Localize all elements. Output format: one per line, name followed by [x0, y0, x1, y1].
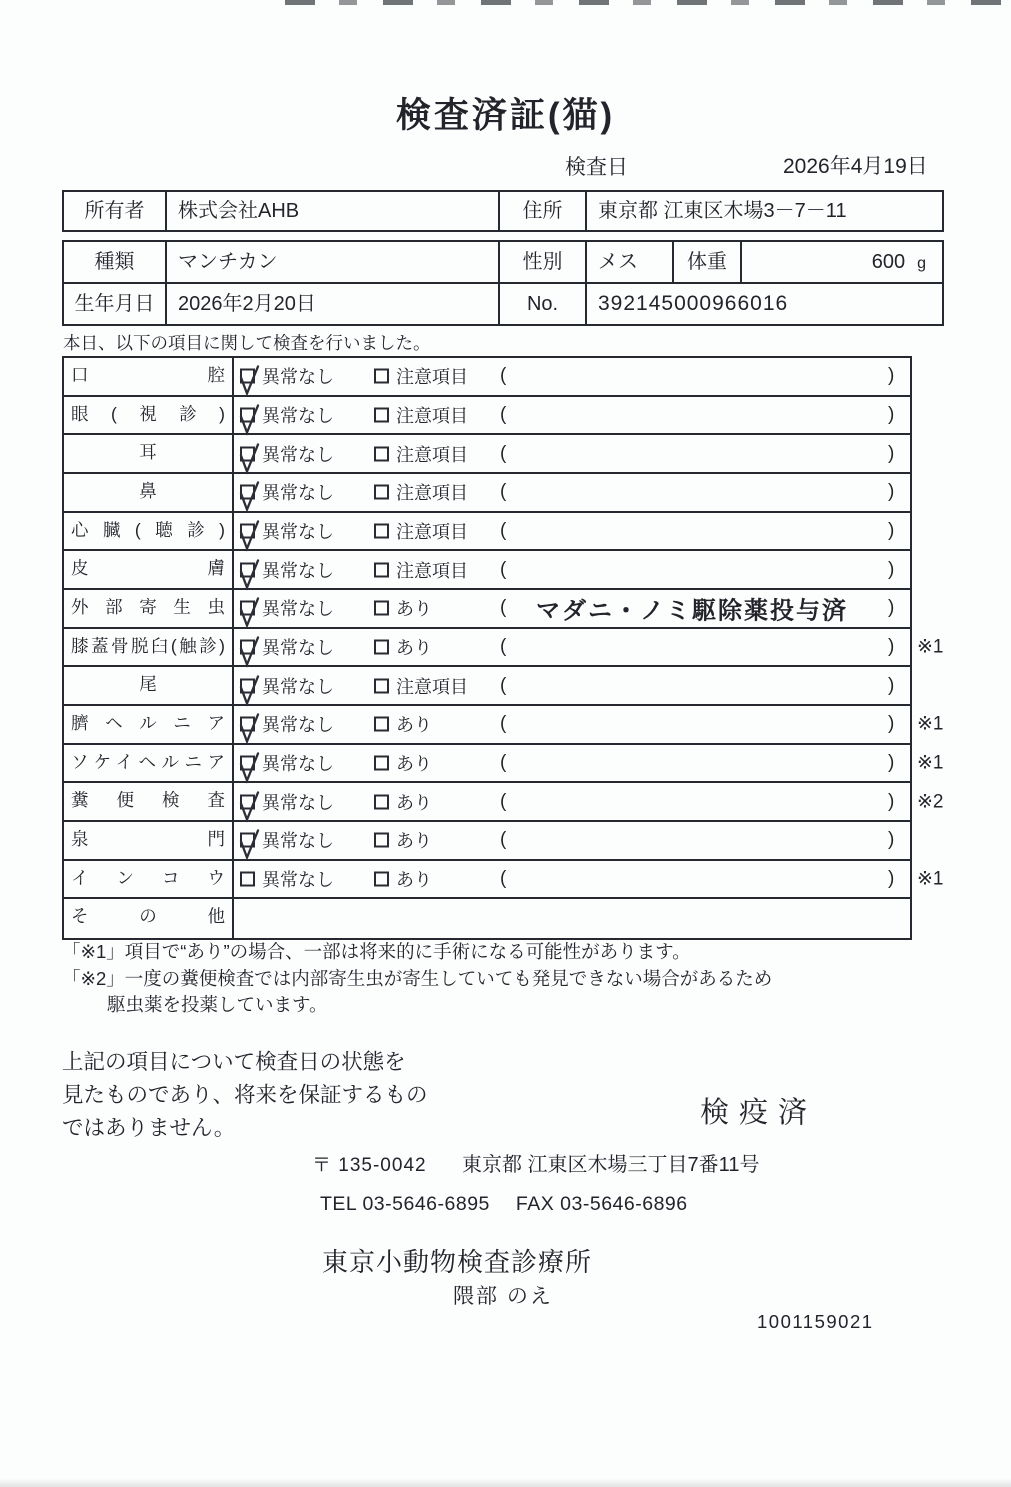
weight-value	[742, 242, 942, 282]
option-no-abnormality-label: 異常なし	[262, 367, 334, 388]
exam-row-content	[234, 706, 910, 743]
checkbox-finding	[374, 833, 389, 848]
checkbox-no-abnormality	[240, 446, 255, 461]
exam-item-label: その他	[64, 899, 234, 938]
disclaimer-line-2: 見たものであり、将来を保証するもの	[62, 1083, 428, 1107]
option-no-abnormality-label: 異常なし	[262, 792, 334, 813]
checkbox-finding	[374, 407, 389, 422]
remark-paren-open: (	[500, 442, 507, 464]
remark-paren-close: )	[888, 790, 895, 812]
exam-item-label: 鼻	[64, 474, 234, 511]
exam-row	[64, 551, 910, 590]
remark-paren-open: (	[500, 674, 507, 696]
weight-unit: g	[917, 255, 926, 272]
remark-paren-open: (	[500, 481, 507, 503]
exam-row	[64, 435, 910, 474]
no-value: 392145000966016	[587, 282, 942, 324]
exam-item-label: 心臓(聴診)	[64, 513, 234, 550]
option-no-abnormality-label: 異常なし	[262, 483, 334, 504]
sex-value: メス	[587, 242, 674, 282]
checkbox-no-abnormality	[240, 485, 255, 500]
disclaimer-text	[62, 1046, 428, 1145]
checkbox-finding	[374, 446, 389, 461]
clinic-name: 東京小動物検査診療所	[322, 1247, 593, 1277]
remark-paren-open: (	[500, 519, 507, 541]
option-no-abnormality-label: 異常なし	[262, 599, 334, 620]
option-finding-label: 注意項目	[396, 444, 468, 465]
option-no-abnormality-label: 異常なし	[262, 444, 334, 465]
exam-row-content	[234, 899, 910, 938]
checkbox-no-abnormality	[240, 369, 255, 384]
exam-item-label: 泉門	[64, 822, 234, 859]
checkbox-no-abnormality	[240, 562, 255, 577]
remark-paren-open: (	[500, 403, 507, 425]
exam-item-label: 外部寄生虫	[64, 590, 234, 627]
option-no-abnormality-label: 異常なし	[262, 715, 334, 736]
exam-row-content	[234, 822, 910, 859]
option-finding-label: あり	[396, 637, 432, 658]
remark-paren-close: )	[888, 635, 895, 657]
checkbox-finding	[374, 717, 389, 732]
exam-row-content	[234, 745, 910, 782]
exam-row	[64, 629, 944, 668]
tel-fax-line	[320, 1193, 688, 1216]
exam-table	[62, 356, 944, 940]
option-no-abnormality-label: 異常なし	[262, 753, 334, 774]
owner-label: 所有者	[64, 192, 167, 230]
remark-paren-open: (	[500, 365, 507, 387]
address-label: 住所	[500, 192, 587, 230]
remark-paren-close: )	[888, 481, 895, 503]
exam-row-content	[234, 783, 910, 820]
exam-row	[64, 590, 910, 629]
footnote-mark: ※1	[917, 868, 944, 890]
footnote-mark: ※2	[917, 791, 944, 813]
checkbox-no-abnormality	[240, 833, 255, 848]
exam-row-content	[234, 667, 910, 704]
option-finding-label: 注意項目	[396, 367, 468, 388]
exam-row-content	[234, 861, 910, 898]
option-no-abnormality-label: 異常なし	[262, 869, 334, 890]
breed-value: マンチカン	[167, 242, 500, 282]
fax-number: FAX 03-5646-6896	[515, 1193, 688, 1215]
remark-paren-close: )	[888, 829, 895, 851]
option-no-abnormality-label: 異常なし	[262, 560, 334, 581]
exam-row-content	[234, 629, 910, 666]
option-finding-label: あり	[396, 831, 432, 852]
remark-paren-open: (	[500, 829, 507, 851]
exam-item-label: 臍ヘルニア	[64, 706, 234, 743]
postal-code: 〒 135-0042	[312, 1155, 427, 1176]
scan-artifact-top	[285, 0, 1011, 5]
remark-paren-close: )	[888, 867, 895, 889]
sex-label: 性別	[500, 242, 587, 282]
remark-paren-close: )	[888, 558, 895, 580]
tel-number: TEL 03-5646-6895	[320, 1193, 490, 1215]
exam-row-content	[234, 474, 910, 511]
remark-paren-open: (	[500, 751, 507, 773]
exam-row	[64, 474, 910, 513]
inspection-date-value: 2026年4月19日	[783, 155, 928, 178]
remark-paren-close: )	[888, 597, 895, 619]
checkbox-finding	[374, 794, 389, 809]
exam-item-label: 眼(視診)	[64, 397, 234, 434]
exam-row	[64, 861, 944, 900]
weight-label: 体重	[674, 242, 742, 282]
exam-item-label: 耳	[64, 435, 234, 472]
option-no-abnormality-label: 異常なし	[262, 521, 334, 542]
remark-paren-close: )	[888, 713, 895, 735]
option-finding-label: 注意項目	[396, 560, 468, 581]
checkbox-finding	[374, 678, 389, 693]
exam-row	[64, 822, 910, 861]
exam-item-label: 糞便検査	[64, 783, 234, 820]
remark-paren-open: (	[500, 713, 507, 735]
page-title: 検査済証(猫)	[395, 96, 616, 135]
exam-row	[64, 706, 944, 745]
disclaimer-line-3: ではありません。	[62, 1116, 236, 1140]
exam-row-content	[234, 513, 910, 550]
remark-paren-close: )	[888, 519, 895, 541]
exam-item-label: 口腔	[64, 358, 234, 395]
checkbox-no-abnormality	[240, 794, 255, 809]
checkbox-finding	[374, 755, 389, 770]
footnote-2-line2: 駆虫薬を投薬しています。	[107, 994, 328, 1015]
exam-row	[64, 783, 944, 822]
footnote-mark: ※1	[917, 713, 944, 735]
remark-paren-open: (	[500, 597, 507, 619]
disclaimer-line-1: 上記の項目について検査日の状態を	[62, 1050, 406, 1074]
exam-row-content	[234, 435, 910, 472]
checkbox-no-abnormality	[240, 717, 255, 732]
exam-item-label: 皮膚	[64, 551, 234, 588]
footnote-2-line1: 「※2」一度の糞便検査では内部寄生虫が寄生していても発見できない場合があるため	[62, 968, 773, 989]
animal-table	[62, 240, 944, 326]
option-finding-label: 注意項目	[396, 676, 468, 697]
exam-row-content	[234, 551, 910, 588]
exam-item-label: 膝蓋骨脱臼(触診)	[64, 629, 234, 666]
checkbox-no-abnormality	[240, 601, 255, 616]
birth-label: 生年月日	[64, 282, 167, 324]
remark-paren-close: )	[888, 403, 895, 425]
remark-paren-close: )	[888, 674, 895, 696]
scan-artifact-bottom	[0, 1478, 1011, 1487]
checkbox-no-abnormality	[240, 755, 255, 770]
option-finding-label: 注意項目	[396, 483, 468, 504]
remark-paren-open: (	[500, 558, 507, 580]
footnote-mark: ※1	[917, 636, 944, 658]
option-no-abnormality-label: 異常なし	[262, 831, 334, 852]
remark-paren-open: (	[500, 635, 507, 657]
checkbox-no-abnormality	[240, 639, 255, 654]
checkbox-no-abnormality	[240, 407, 255, 422]
no-label: No.	[500, 282, 587, 324]
remark-paren-open: (	[500, 790, 507, 812]
footnote-mark: ※1	[917, 752, 944, 774]
quarantine-stamp: 検疫済	[700, 1097, 818, 1129]
remark-paren-close: )	[888, 365, 895, 387]
checkbox-finding	[374, 871, 389, 886]
exam-row-content	[234, 397, 910, 434]
checkbox-no-abnormality	[240, 871, 255, 886]
remark-paren-open: (	[500, 867, 507, 889]
exam-item-label: ソケイヘルニア	[64, 745, 234, 782]
option-finding-label: 注意項目	[396, 521, 468, 542]
checkbox-no-abnormality	[240, 678, 255, 693]
clinic-address: 東京都 江東区木場三丁目7番11号	[462, 1154, 760, 1176]
checkbox-no-abnormality	[240, 523, 255, 538]
option-finding-label: あり	[396, 792, 432, 813]
exam-row-content	[234, 358, 910, 395]
serial-number: 1001159021	[757, 1311, 874, 1332]
option-no-abnormality-label: 異常なし	[262, 637, 334, 658]
remark-paren-close: )	[888, 442, 895, 464]
exam-item-label: インコウ	[64, 861, 234, 898]
exam-row	[64, 513, 910, 552]
option-finding-label: あり	[396, 599, 432, 620]
exam-row	[64, 667, 910, 706]
option-finding-label: あり	[396, 715, 432, 736]
remark-paren-close: )	[888, 751, 895, 773]
checkbox-finding	[374, 523, 389, 538]
exam-row	[64, 397, 910, 436]
exam-row	[64, 745, 944, 784]
weight-number: 600	[871, 251, 906, 273]
remark-text: マダニ・ノミ駆除薬投与済	[536, 597, 848, 625]
checkbox-finding	[374, 485, 389, 500]
address-value: 東京都 江東区木場3－7－11	[598, 200, 847, 222]
checkbox-finding	[374, 601, 389, 616]
checkbox-finding	[374, 639, 389, 654]
exam-row-content	[234, 590, 910, 627]
exam-row	[64, 899, 910, 938]
footnote-1: 「※1」項目で“あり”の場合、一部は将来的に手術になる可能性があります。	[62, 941, 691, 962]
inspection-date-label: 検査日	[565, 156, 628, 179]
examiner-name: 隈部 のえ	[453, 1285, 553, 1308]
checkbox-finding	[374, 562, 389, 577]
checkbox-finding	[374, 369, 389, 384]
option-no-abnormality-label: 異常なし	[262, 405, 334, 426]
breed-label: 種類	[64, 242, 167, 282]
birth-value: 2026年2月20日	[167, 282, 500, 324]
owner-value: 株式会社AHB	[167, 192, 500, 230]
exam-intro-text: 本日、以下の項目に関して検査を行いました。	[63, 333, 431, 353]
option-finding-label: 注意項目	[396, 405, 468, 426]
option-no-abnormality-label: 異常なし	[262, 676, 334, 697]
exam-item-label: 尾	[64, 667, 234, 704]
option-finding-label: あり	[396, 869, 432, 890]
owner-table	[62, 190, 944, 232]
option-finding-label: あり	[396, 753, 432, 774]
exam-row	[64, 358, 910, 397]
